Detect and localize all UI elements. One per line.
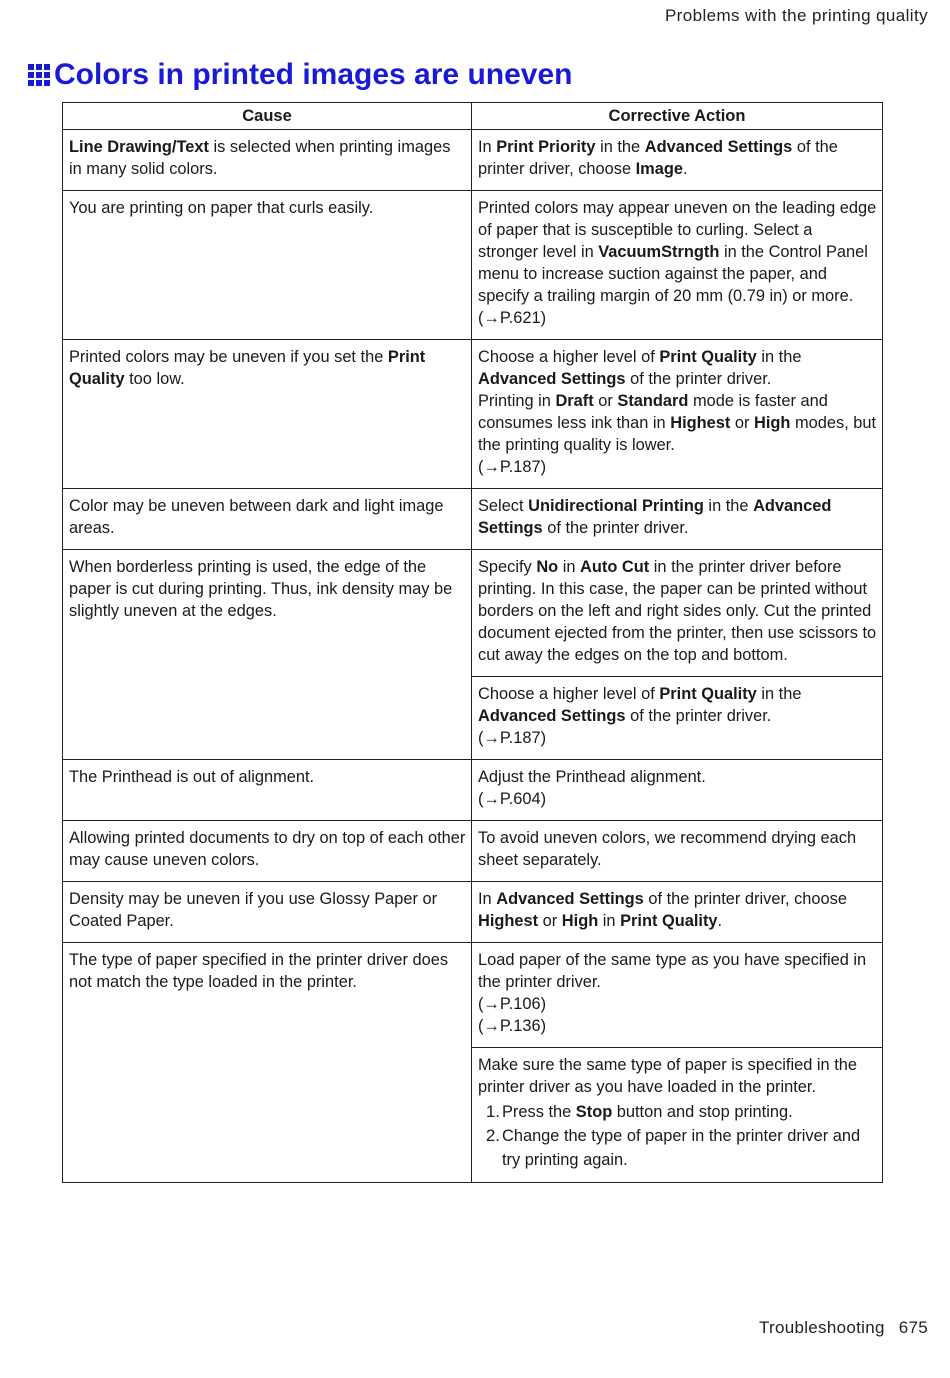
table-row (63, 821, 883, 882)
corrective-action-cell: Specify No in Auto Cut in the printer driver before printing. In this case, the paper can be printed without borders on the left and right sides only. Cut the printed document ejected from the printer, then use scissors to cut away the edges on the top and bottom. (472, 550, 883, 677)
corrective-action-cell: In Print Priority in the Advanced Settings of the printer driver, choose Image. (472, 130, 883, 191)
cause-action-table (62, 102, 883, 1183)
corrective-action-cell: Choose a higher level of Print Quality in the Advanced Settings of the printer driver. Printing in Draft or Standard mode is faster and consumes less ink than in Highest or High modes, but the printing quality is lower. (→P.187) (472, 340, 883, 489)
table-row (63, 489, 883, 550)
step-item (478, 1100, 877, 1124)
ui-term: Print Quality (620, 912, 718, 930)
ui-term: Advanced Settings (478, 497, 832, 537)
table-row (63, 191, 883, 340)
cause-cell: You are printing on paper that curls easily. (63, 191, 472, 340)
corrective-action-cell: Select Unidirectional Printing in the Advanced Settings of the printer driver. (472, 489, 883, 550)
ui-term: Advanced Settings (478, 707, 626, 725)
corrective-action-cell: In Advanced Settings of the printer driver, choose Highest or High in Print Quality. (472, 882, 883, 943)
ui-term: Print Quality (659, 348, 757, 366)
cause-cell: Line Drawing/Text is selected when printing images in many solid colors. (63, 130, 472, 191)
column-header-corrective-action: Corrective Action (472, 103, 883, 130)
table-row (63, 943, 883, 1048)
ui-term: Advanced Settings (496, 890, 644, 908)
cause-cell: Allowing printed documents to dry on top of each other may cause uneven colors. (63, 821, 472, 882)
ui-term: Unidirectional Printing (528, 497, 704, 515)
ui-term: No (536, 558, 559, 576)
ui-term: Print Priority (496, 138, 596, 156)
grid-bullet-icon (28, 64, 50, 86)
step-text: Change the type of paper in the printer driver and try printing again. (502, 1127, 861, 1169)
page-title: Colors in printed images are uneven (54, 58, 573, 91)
step-number: 1. (485, 1102, 500, 1121)
page-number: 675 (898, 1318, 928, 1337)
ui-term: High (561, 912, 599, 930)
step-number: 2. (485, 1126, 500, 1145)
table-header-row (63, 103, 883, 130)
ui-term: Line Drawing/Text (69, 138, 209, 156)
corrective-action-cell: To avoid uneven colors, we recommend drying each sheet separately. (472, 821, 883, 882)
ui-term: Draft (555, 392, 594, 410)
numbered-steps (478, 1100, 877, 1172)
corrective-action-cell: Make sure the same type of paper is specified in the printer driver as you have loaded in the printer. 1. Press the Stop button and stop printing. 2. Change the type of paper in the printer driver and try printing again. (472, 1048, 883, 1183)
table-row (63, 760, 883, 821)
ui-term: Print Quality (659, 685, 757, 703)
cause-cell: The Printhead is out of alignment. (63, 760, 472, 821)
corrective-action-cell: Load paper of the same type as you have specified in the printer driver. (→P.106) (→P.136) (472, 943, 883, 1048)
ui-term: Highest (478, 912, 539, 930)
running-footer (759, 1318, 928, 1338)
running-header: Problems with the printing quality (664, 6, 928, 25)
section-title (28, 58, 572, 92)
table-row (63, 550, 883, 677)
step-item (478, 1124, 877, 1172)
cause-cell: When borderless printing is used, the edge of the paper is cut during printing. Thus, ink density may be slightly uneven at the edges. (63, 550, 472, 760)
table-row (63, 882, 883, 943)
corrective-action-cell: Printed colors may appear uneven on the leading edge of paper that is susceptible to curling. Select a stronger level in VacuumStrngth in the Control Panel menu to increase suction against the paper, and specify a trailing margin of 20 mm (0.79 in) or more. (→P.621) (472, 191, 883, 340)
cause-cell: Printed colors may be uneven if you set the Print Quality too low. (63, 340, 472, 489)
ui-term: VacuumStrngth (598, 243, 720, 261)
ui-term: Auto Cut (580, 558, 650, 576)
ui-term: Print Quality (69, 348, 426, 388)
corrective-action-cell: Adjust the Printhead alignment. (→P.604) (472, 760, 883, 821)
ui-term: Standard (617, 392, 689, 410)
column-header-cause: Cause (63, 103, 472, 130)
ui-term: Stop (575, 1103, 613, 1121)
table-row (63, 130, 883, 191)
ui-term: Highest (670, 414, 731, 432)
ui-term: Advanced Settings (478, 370, 626, 388)
cause-cell: The type of paper specified in the printer driver does not match the type loaded in the printer. (63, 943, 472, 1183)
table-row (63, 340, 883, 489)
step-text: Press the Stop button and stop printing. (502, 1103, 793, 1121)
ui-term: High (754, 414, 791, 432)
corrective-action-cell: Choose a higher level of Print Quality in the Advanced Settings of the printer driver. (→P.187) (472, 677, 883, 760)
cause-cell: Color may be uneven between dark and light image areas. (63, 489, 472, 550)
ui-term: Image (635, 160, 683, 178)
footer-chapter: Troubleshooting (758, 1318, 885, 1337)
table-body (63, 130, 883, 1183)
cause-cell: Density may be uneven if you use Glossy Paper or Coated Paper. (63, 882, 472, 943)
ui-term: Advanced Settings (644, 138, 793, 156)
